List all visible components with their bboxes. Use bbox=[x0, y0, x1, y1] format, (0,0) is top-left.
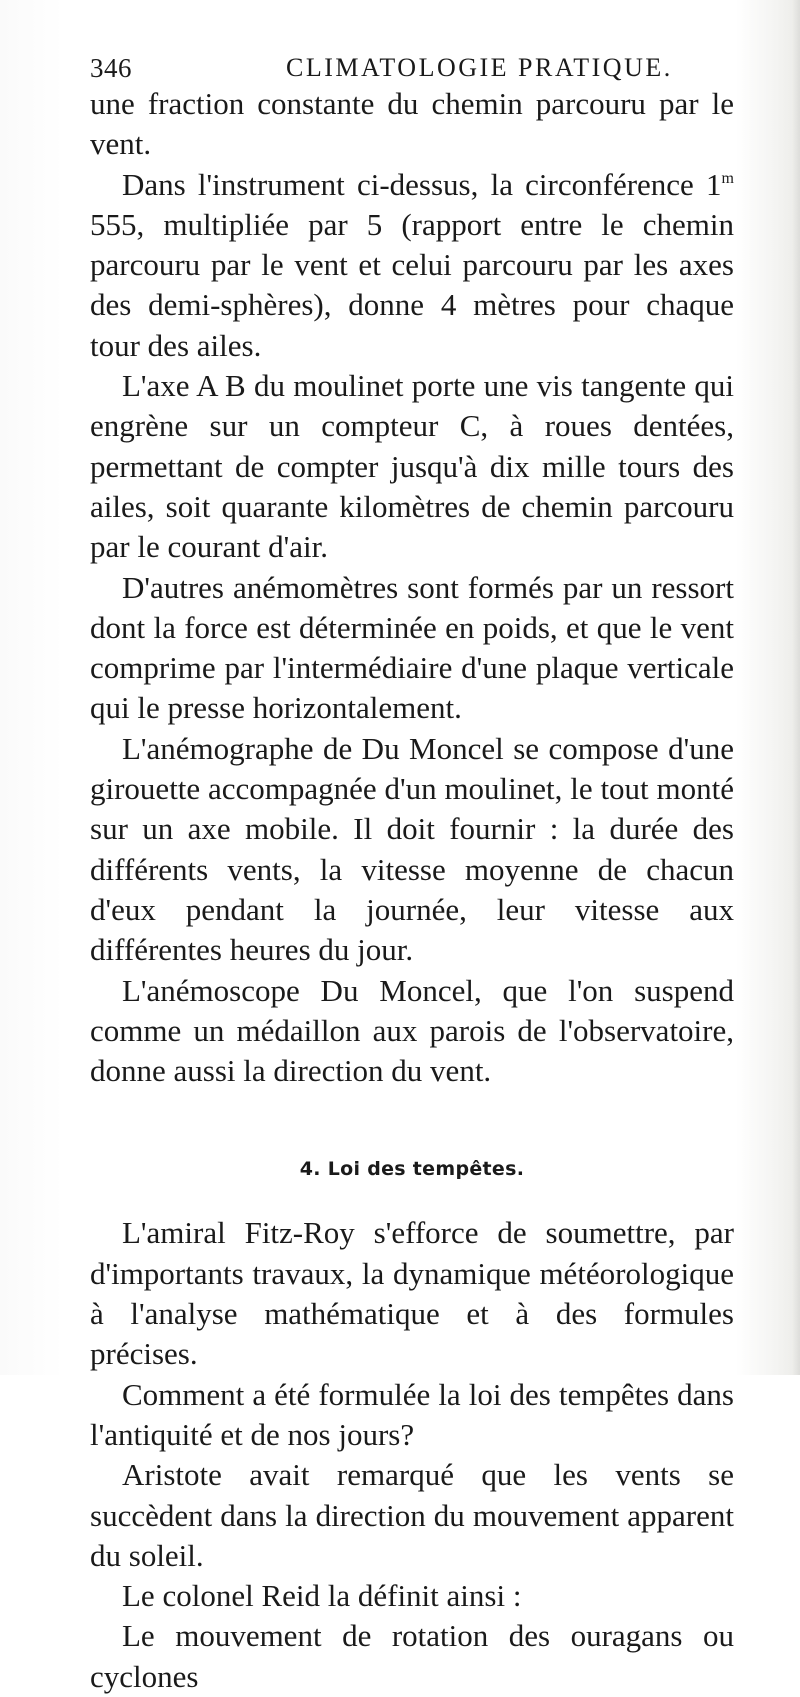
unit-superscript: m bbox=[721, 169, 734, 187]
paragraph-reid: Le colonel Reid la définit ainsi : bbox=[122, 1578, 522, 1614]
paragraph-text: Dans l'instrument ci-dessus, la circonférence 1 bbox=[122, 166, 722, 202]
paragraph-anemoscope: L'anémoscope Du Moncel, que l'on suspend comme un médaillon aux parois de l'observatoire, donne aussi la direction du vent. bbox=[90, 972, 734, 1089]
paragraph-text: 555, multipliée par 5 (rapport entre le chemin parcouru par le vent et celui parcouru par les axes des demi-sphères), donne 4 mètres pour chaque tour des ailes. bbox=[90, 206, 734, 363]
section-heading: 4. Loi des tempêtes. bbox=[299, 1158, 525, 1181]
paragraph-anemograph: L'anémographe de Du Moncel se compose d'une girouette accompagnée d'un moulinet, le tout monté sur un axe mobile. Il doit fournir : la durée des différents vents, la vitesse moyenne de chacun d'eux pendant la journée, leur vitesse aux différentes heures du jour. bbox=[90, 730, 734, 968]
paragraph-continuation: une fraction constante du chemin parcouru par le vent. bbox=[90, 86, 734, 162]
paragraph-axis: L'axe A B du moulinet porte une vis tangente qui engrène sur un compteur C, à roues dentées, permettant de compter jusqu'à dix mille tours des ailes, soit quarante kilomètres de chemin parcouru par le courant d'air. bbox=[90, 368, 734, 565]
paragraph-anemometers: D'autres anémomètres sont formés par un ressort dont la force est déterminée en poids, et que le vent comprime par l'intermédiaire d'une plaque verticale qui le presse horizontalement. bbox=[90, 569, 734, 726]
paragraph-aristotle: Aristote avait remarqué que les vents se succèdent dans la direction du mouvement apparent du soleil. bbox=[90, 1457, 734, 1573]
paragraph-rotation: Le mouvement de rotation des ouragans ou cyclones bbox=[90, 1618, 734, 1694]
paragraph-circumference bbox=[90, 165, 734, 366]
body-text bbox=[90, 84, 734, 1697]
page-header bbox=[90, 48, 730, 88]
running-title: CLIMATOLOGIE PRATIQUE. bbox=[286, 53, 673, 82]
paragraph-fitzroy: L'amiral Fitz-Roy s'efforce de soumettre, par d'importants travaux, la dynamique météorologique à l'analyse mathématique et à des formules précises. bbox=[90, 1215, 734, 1372]
page-edge-shadow bbox=[792, 0, 800, 1375]
paragraph-question: Comment a été formulée la loi des tempêtes dans l'antiquité et de nos jours? bbox=[90, 1376, 734, 1452]
page-number: 346 bbox=[90, 53, 132, 83]
